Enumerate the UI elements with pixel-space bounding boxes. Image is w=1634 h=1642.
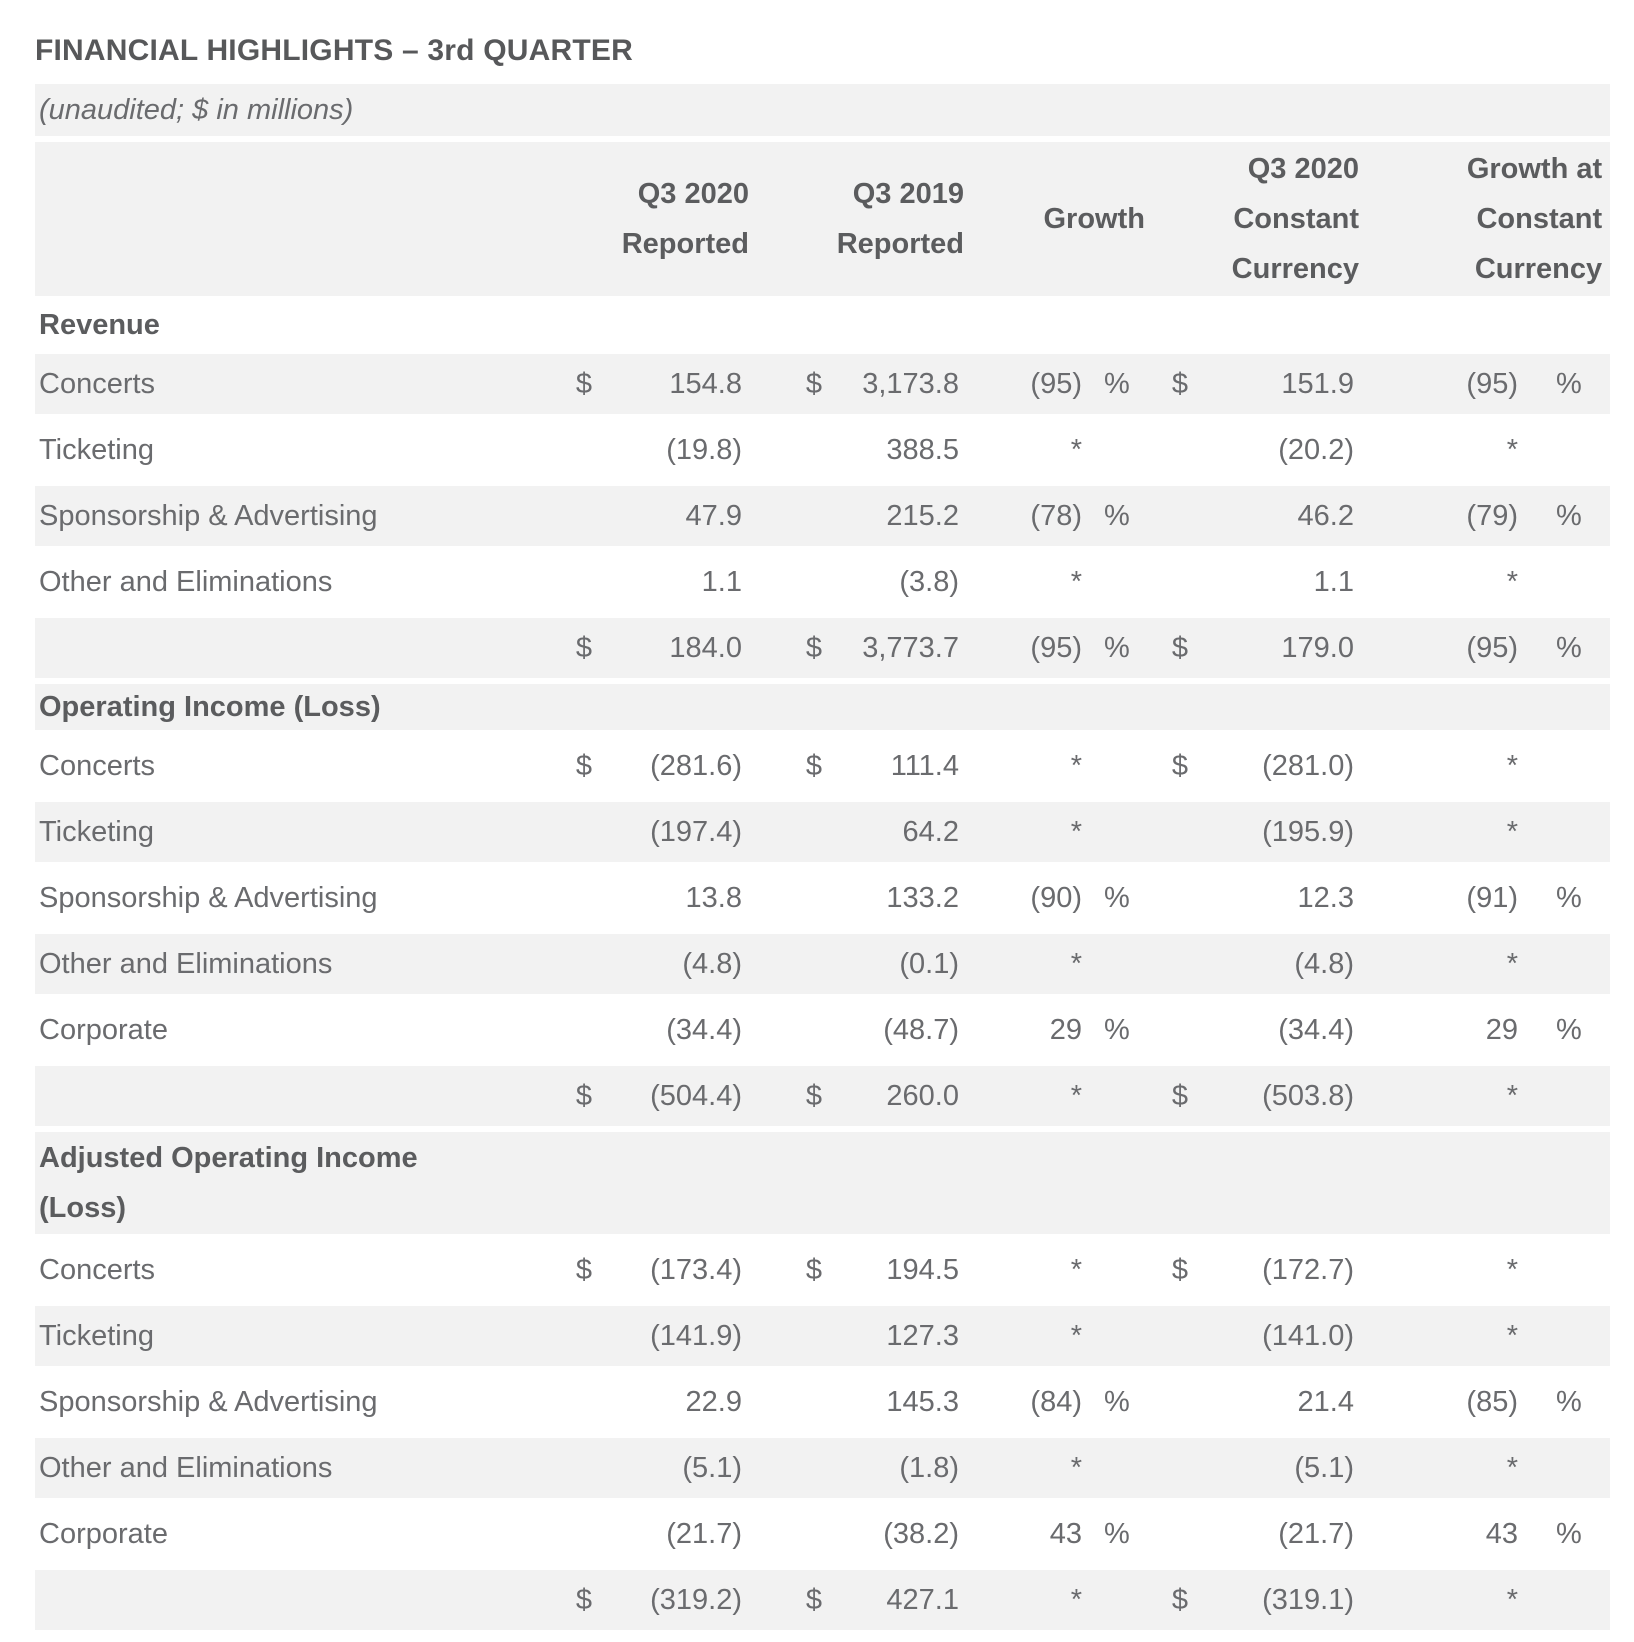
section-title: Revenue [39,308,160,341]
row-label: Concerts [35,354,550,414]
value-q3-2020: 1.1 [701,565,742,598]
growth-cc-value: (85) [1466,1385,1518,1418]
percent-sign: % [1090,354,1146,414]
growth-value: (78) [965,486,1090,546]
dollar-sign: $ [550,618,592,678]
section-title-line-2: (Loss) [39,1192,126,1224]
value-constant-currency: 46.2 [1192,486,1360,546]
value-constant-currency: 21.4 [1297,1385,1354,1418]
dollar-sign: $ [575,749,592,782]
value-q3-2020: 22.9 [685,1385,742,1418]
value-constant-currency: 179.0 [1192,618,1360,678]
percent-sign: % [1090,618,1146,678]
growth-cc-value: * [1506,433,1518,466]
value-constant-currency: (503.8) [1192,1066,1360,1126]
growth-value: * [965,1306,1090,1366]
value-constant-currency: (195.9) [1192,802,1360,862]
growth-value: * [965,1438,1090,1498]
row-label: Ticketing [35,1306,550,1366]
value-q3-2019: (1.8) [827,1438,965,1498]
value-q3-2019: 133.2 [886,881,959,914]
col-header-growth: Growth [965,142,1146,296]
dollar-sign: $ [1146,1570,1192,1630]
row-label: Concerts [39,1253,156,1286]
value-q3-2020: (281.6) [650,749,742,782]
growth-cc-value: * [1360,1306,1524,1366]
value-q3-2019: (48.7) [883,1013,959,1046]
value-q3-2020: (21.7) [666,1517,742,1550]
header-spacer [35,142,550,296]
percent-sign: % [1556,1385,1582,1418]
growth-value: * [1070,433,1082,466]
value-q3-2020: 47.9 [592,486,750,546]
growth-value: (95) [965,618,1090,678]
col-header-growth-at-constant-currency: Growth at Constant Currency [1360,142,1610,296]
value-q3-2020: (141.9) [592,1306,750,1366]
financial-table [35,78,1610,1636]
table-row [35,1438,1610,1498]
value-q3-2020: 184.0 [592,618,750,678]
value-q3-2019: 388.5 [886,433,959,466]
value-q3-2020: (319.2) [592,1570,750,1630]
value-constant-currency: (5.1) [1192,1438,1360,1498]
value-q3-2019: 145.3 [886,1385,959,1418]
value-q3-2020: (197.4) [592,802,750,862]
subtitle-text: (unaudited; $ in millions) [35,84,1610,136]
col-header-q3-2020-reported: Q3 2020 Reported [550,142,750,296]
growth-value: * [965,802,1090,862]
value-q3-2019: 111.4 [890,749,959,782]
dollar-sign: $ [1146,618,1192,678]
value-q3-2019: 127.3 [827,1306,965,1366]
growth-value: (95) [965,354,1090,414]
dollar-sign: $ [550,1570,592,1630]
row-label: Corporate [39,1517,168,1550]
growth-value: (84) [1030,1385,1082,1418]
dollar-sign: $ [750,618,827,678]
column-header-row [35,142,1610,296]
growth-value: * [1070,749,1082,782]
row-label: Ticketing [39,433,154,466]
growth-cc-value: (95) [1360,354,1524,414]
dollar-sign: $ [750,1570,827,1630]
value-q3-2019: (0.1) [827,934,965,994]
value-constant-currency: (21.7) [1278,1517,1354,1550]
value-q3-2019: 3,173.8 [827,354,965,414]
growth-cc-value: * [1506,565,1518,598]
growth-cc-value: * [1360,1438,1524,1498]
section-header-adjusted-operating-income [35,1132,1610,1234]
percent-sign: % [1090,486,1146,546]
table-row [35,420,1610,480]
section-title: Operating Income (Loss) [35,684,1610,730]
row-label: Ticketing [35,802,550,862]
col-header-q3-2020-constant-currency: Q3 2020 Constant Currency [1146,142,1360,296]
dollar-sign: $ [1146,354,1192,414]
growth-cc-value: * [1360,934,1524,994]
growth-cc-value: * [1360,802,1524,862]
percent-sign: % [1104,881,1130,914]
growth-cc-value: * [1506,1253,1518,1286]
value-q3-2020: (5.1) [592,1438,750,1498]
percent-sign: % [1556,881,1582,914]
value-constant-currency: (20.2) [1278,433,1354,466]
growth-cc-value: 29 [1485,1013,1518,1046]
dollar-sign: $ [550,1066,592,1126]
value-q3-2019: 64.2 [827,802,965,862]
percent-sign: % [1524,486,1610,546]
subtitle-row [35,84,1610,136]
value-q3-2019: 3,773.7 [827,618,965,678]
growth-value: * [1070,565,1082,598]
value-q3-2019: (3.8) [899,565,959,598]
table-row [35,1372,1610,1432]
value-q3-2020: (504.4) [592,1066,750,1126]
value-q3-2020: (4.8) [592,934,750,994]
growth-cc-value: (79) [1360,486,1524,546]
table-row [35,1306,1610,1366]
row-label: Sponsorship & Advertising [35,486,550,546]
dollar-sign: $ [805,749,822,782]
percent-sign: % [1556,1013,1582,1046]
growth-cc-value: * [1360,1066,1524,1126]
table-row [35,1000,1610,1060]
value-q3-2020: (34.4) [666,1013,742,1046]
growth-cc-value: 43 [1485,1517,1518,1550]
table-row [35,1240,1610,1300]
value-constant-currency: (281.0) [1262,749,1354,782]
dollar-sign: $ [1171,1253,1188,1286]
value-constant-currency: (172.7) [1262,1253,1354,1286]
row-label: Concerts [39,749,156,782]
value-constant-currency: (4.8) [1192,934,1360,994]
section-title-line-1: Adjusted Operating Income [39,1142,418,1174]
dollar-sign: $ [750,1066,827,1126]
value-q3-2019: 427.1 [827,1570,965,1630]
value-q3-2020: 13.8 [685,881,742,914]
table-row [35,934,1610,994]
percent-sign: % [1104,1013,1130,1046]
value-q3-2019: 194.5 [886,1253,959,1286]
percent-sign: % [1524,618,1610,678]
value-q3-2020: (19.8) [666,433,742,466]
growth-value: * [965,1570,1090,1630]
growth-cc-value: * [1360,1570,1524,1630]
growth-value: * [965,934,1090,994]
dollar-sign: $ [805,1253,822,1286]
table-row [35,868,1610,928]
row-label: Other and Eliminations [35,1438,550,1498]
growth-value: (90) [1030,881,1082,914]
value-q3-2019: (38.2) [883,1517,959,1550]
row-label: Other and Eliminations [35,934,550,994]
value-constant-currency: 151.9 [1192,354,1360,414]
percent-sign: % [1524,354,1610,414]
value-constant-currency: (319.1) [1192,1570,1360,1630]
value-constant-currency: (141.0) [1192,1306,1360,1366]
section-total-row [35,618,1610,678]
value-q3-2020: (173.4) [650,1253,742,1286]
table-row [35,802,1610,862]
growth-cc-value: (91) [1466,881,1518,914]
table-row [35,552,1610,612]
growth-value: 43 [1049,1517,1082,1550]
value-constant-currency: 1.1 [1313,565,1354,598]
row-label: Corporate [39,1013,168,1046]
table-row [35,486,1610,546]
growth-value: * [1070,1253,1082,1286]
section-header-revenue [35,302,1610,348]
value-constant-currency: (34.4) [1278,1013,1354,1046]
percent-sign: % [1556,1517,1582,1550]
table-row [35,736,1610,796]
growth-cc-value: * [1506,749,1518,782]
col-header-q3-2019-reported: Q3 2019 Reported [750,142,965,296]
row-label: Sponsorship & Advertising [39,881,378,914]
dollar-sign: $ [575,1253,592,1286]
row-label: Other and Eliminations [39,565,333,598]
growth-value: * [965,1066,1090,1126]
dollar-sign: $ [750,354,827,414]
growth-cc-value: (95) [1360,618,1524,678]
dollar-sign: $ [550,354,592,414]
table-row [35,354,1610,414]
row-label: Sponsorship & Advertising [39,1385,378,1418]
dollar-sign: $ [1171,749,1188,782]
growth-value: 29 [1049,1013,1082,1046]
section-total-row [35,1066,1610,1126]
section-total-row [35,1570,1610,1630]
section-header-operating-income [35,684,1610,730]
table-row [35,1504,1610,1564]
percent-sign: % [1104,1385,1130,1418]
value-q3-2019: 215.2 [827,486,965,546]
dollar-sign: $ [1146,1066,1192,1126]
value-constant-currency: 12.3 [1297,881,1354,914]
page-title: FINANCIAL HIGHLIGHTS – 3rd QUARTER [35,34,633,67]
value-q3-2020: 154.8 [592,354,750,414]
value-q3-2019: 260.0 [827,1066,965,1126]
percent-sign: % [1104,1517,1130,1550]
